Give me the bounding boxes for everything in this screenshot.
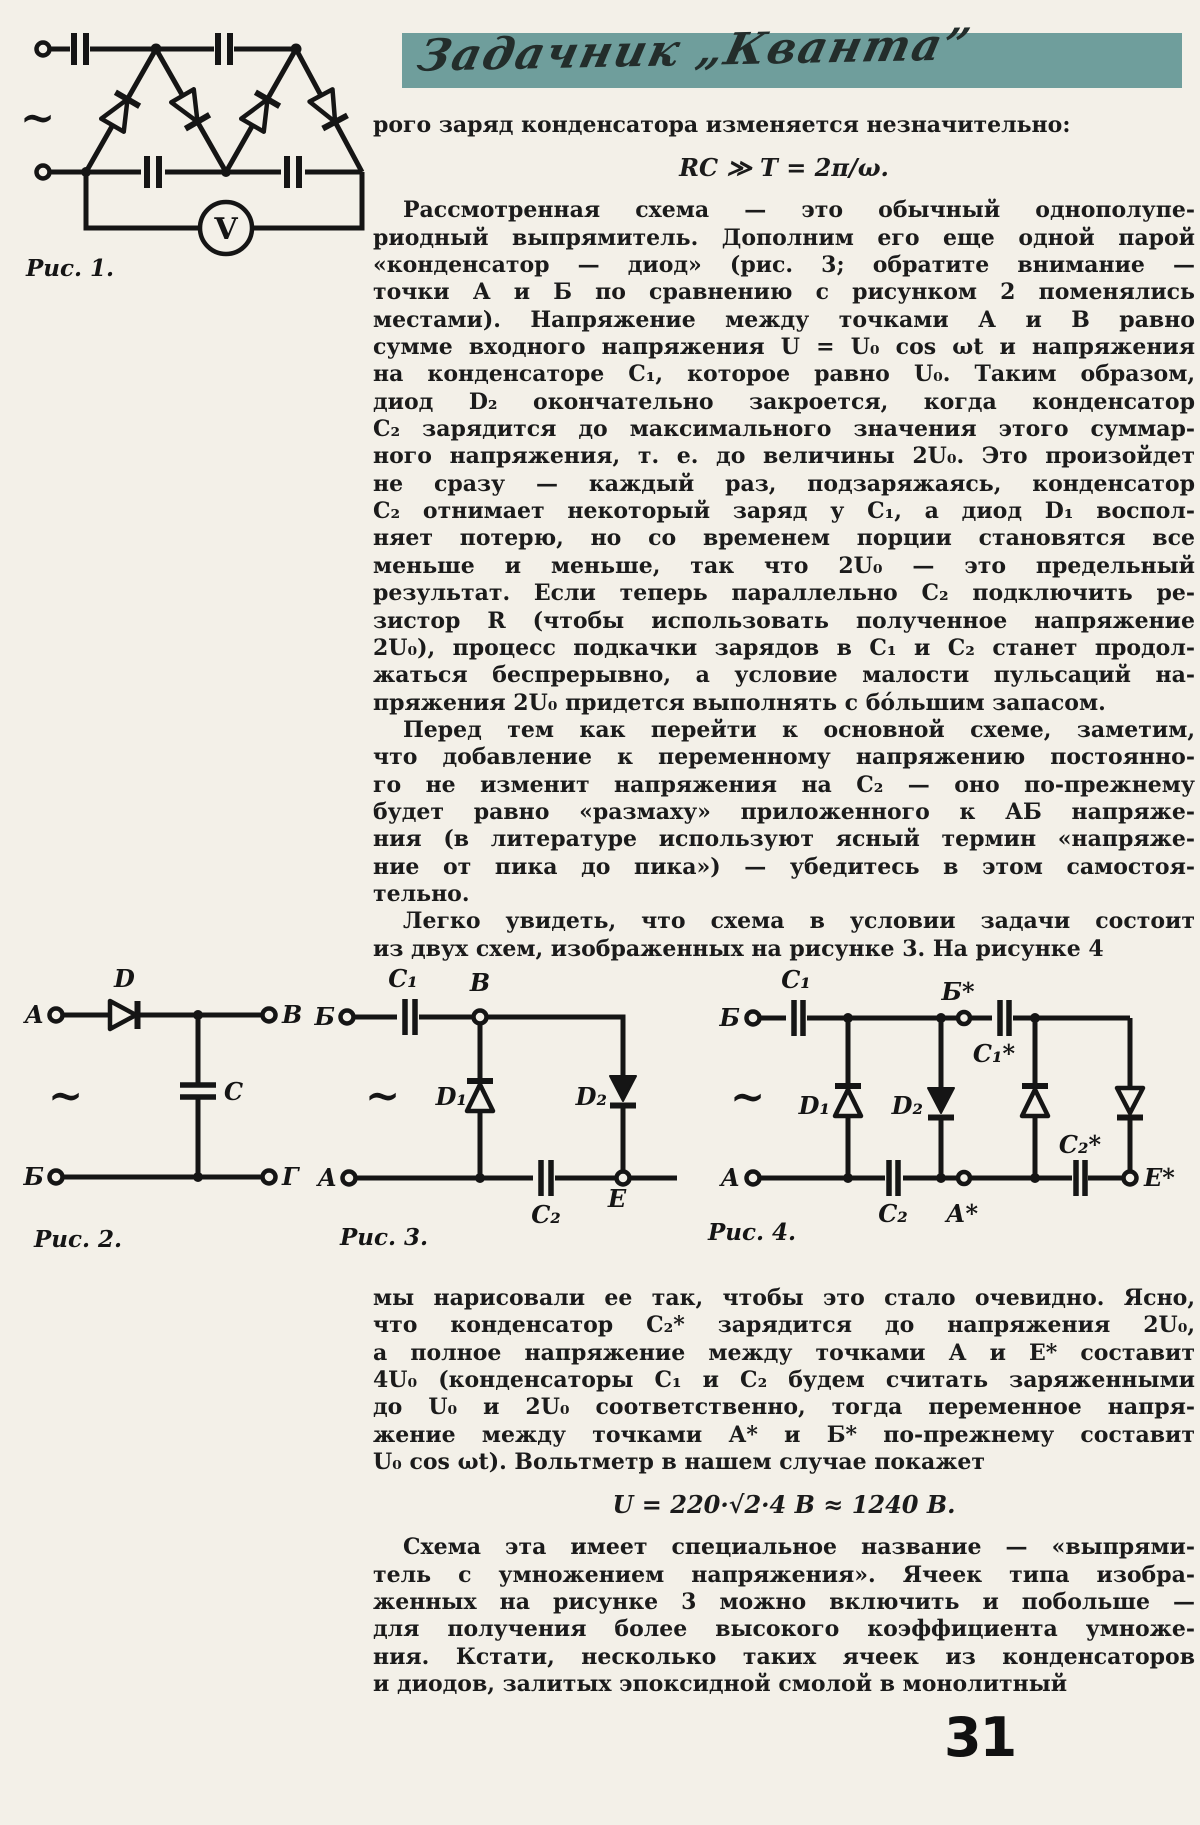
point-e-star-label: Е*	[1144, 1163, 1175, 1192]
text-line: до U₀ и 2U₀ соответственно, тогда переменное напря-	[373, 1394, 1195, 1421]
text-line: 4U₀ (конденсаторы C₁ и C₂ будем считать заряженными	[373, 1367, 1195, 1394]
figure-2-caption: Рис. 2.	[34, 1226, 123, 1253]
point-be-label: Б	[314, 1002, 335, 1031]
terminal-a	[747, 1172, 760, 1185]
terminal-a	[343, 1172, 356, 1185]
text-line: Легко увидеть, что схема в условии задачи состоит	[403, 908, 1195, 935]
fig1-top-rail	[37, 33, 302, 65]
capacitor-c1-label: C₁	[388, 964, 418, 993]
paragraph	[373, 112, 1195, 139]
text-line: не сразу — каждый раз, подзаряжаясь, конденсатор	[373, 470, 1195, 497]
ac-source-symbol: ~	[730, 1072, 766, 1121]
node-e-star	[1124, 1172, 1137, 1185]
point-b-label: В	[282, 1000, 302, 1029]
voltmeter-loop	[86, 172, 362, 254]
node-be-star	[958, 1012, 970, 1024]
point-a-star-label: А*	[945, 1199, 979, 1228]
formula: U = 220·√2·4 В ≈ 1240 В.	[612, 1490, 956, 1520]
capacitor-c1-star-label: C₁*	[972, 1039, 1016, 1068]
text-line: Схема эта имеет специальное название — «выпрями-	[403, 1534, 1195, 1561]
text-line: Перед тем как перейти к основной схеме, заметим,	[403, 716, 1195, 743]
terminal-be	[341, 1011, 354, 1024]
text-line: ния. Кстати, несколько таких ячеек из конденсаторов	[373, 1643, 1195, 1670]
diode-d1-label: D₁	[435, 1082, 467, 1111]
terminal-bottom	[37, 166, 50, 179]
diode-4-icon	[1117, 1088, 1143, 1113]
text-line: C₂ отнимает некоторый заряд у C₁, а диод D₁ воспол-	[373, 498, 1195, 525]
paragraph	[373, 197, 1195, 717]
diode-2-icon	[170, 89, 209, 129]
text-line: будет равно «размаху» приложенного к АБ напряже-	[373, 798, 1195, 825]
article-text-top	[373, 112, 1195, 963]
diode-3-icon	[1022, 1090, 1048, 1117]
text-line: точки А и Б по сравнению с рисунком 2 поменялись	[373, 279, 1195, 306]
text-line: что конденсатор C₂* зарядится до напряжения 2U₀,	[373, 1312, 1195, 1339]
node-e	[617, 1172, 630, 1185]
point-be-star-label: Б*	[941, 977, 975, 1006]
text-line: U₀ cos ωt). Вольтметр в нашем случае покажет	[373, 1449, 986, 1476]
text-line: результат. Если теперь параллельно C₂ подключить ре-	[373, 580, 1195, 607]
text-line: сумме входного напряжения U = U₀ cos ωt и напряжения	[373, 334, 1195, 361]
text-line: рого заряд конденсатора изменяется незначительно:	[373, 112, 1071, 138]
ac-source-symbol: ~	[48, 1071, 84, 1120]
paragraph	[373, 717, 1195, 908]
diode-4-icon	[309, 89, 348, 129]
text-line: «конденсатор — диод» (рис. 3; обратите внимание —	[373, 252, 1195, 279]
figure-2-circuit	[12, 955, 302, 1265]
diode-d1-icon	[835, 1090, 861, 1117]
text-line: жаться беспрерывно, а условие малости пульсаций на-	[373, 662, 1195, 689]
diode-d-icon	[110, 1001, 136, 1029]
capacitor-c2-icon	[889, 1160, 898, 1196]
paragraph	[373, 1534, 1195, 1698]
text-line: пряжения 2U₀ придется выполнять с бо́льшим запасом.	[373, 689, 1106, 716]
capacitor-c2-star-icon	[1076, 1160, 1085, 1196]
terminal-a	[50, 1009, 63, 1022]
text-line: риодный выпрямитель. Дополним его еще одной парой	[373, 224, 1195, 251]
figure-4-caption: Рис. 4.	[708, 1219, 797, 1246]
capacitor-c2-label: C₂	[878, 1199, 908, 1228]
capacitor-c1-icon	[405, 999, 415, 1035]
text-line: 2U₀), процесс подкачки зарядов в C₁ и C₂ станет продол-	[373, 634, 1195, 661]
terminal-top	[37, 43, 50, 56]
text-line: тель с умножением напряжения». Ячеек типа изобра-	[373, 1561, 1195, 1588]
article-text-bottom	[373, 1285, 1195, 1698]
capacitor-c1-label: C₁	[781, 965, 811, 994]
text-line: диод D₂ окончательно закроется, когда конденсатор	[373, 388, 1195, 415]
diode-d2-icon	[928, 1088, 954, 1113]
text-line: мы нарисовали ее так, чтобы это стало очевидно. Ясно,	[373, 1285, 1195, 1311]
text-line: го не изменит напряжения на C₂ — оно по-прежнему	[373, 771, 1195, 798]
text-line: тельно.	[373, 880, 470, 907]
figure-3-circuit	[285, 955, 695, 1275]
figure-1-circuit	[0, 0, 370, 300]
capacitor-bottom-1	[147, 156, 159, 188]
point-a-label: А	[24, 1000, 44, 1029]
capacitor-top-1	[74, 33, 86, 65]
page-number: 31	[944, 1706, 1016, 1769]
point-be-label: Б	[719, 1003, 740, 1032]
ac-source-symbol: ~	[20, 93, 56, 142]
formula: RC ≫ T = 2π/ω.	[679, 153, 889, 183]
text-line: местами). Напряжение между точками А и В равно	[373, 306, 1195, 333]
point-a-label: А	[720, 1163, 740, 1192]
capacitor-bottom-2	[287, 156, 299, 188]
node-a-star	[958, 1172, 970, 1184]
capacitor-c-icon	[180, 1085, 216, 1097]
terminal-be	[50, 1171, 63, 1184]
text-line: няет потерю, но со временем порции становятся все	[373, 525, 1195, 552]
node-b	[474, 1011, 487, 1024]
text-line: ние от пика до пика») — убедитесь в этом самостоя-	[373, 853, 1195, 880]
point-be-label: Б	[23, 1162, 44, 1191]
text-line: зистор R (чтобы использовать полученное напряжение	[373, 607, 1195, 634]
terminal-be	[747, 1012, 760, 1025]
capacitor-c1-star-icon	[1000, 1000, 1009, 1036]
capacitor-c1-icon	[794, 1000, 803, 1036]
text-line: для получения более высокого коэффициента умноже-	[373, 1616, 1195, 1643]
capacitor-c-label: C	[224, 1077, 244, 1106]
point-ge-label: Г	[282, 1162, 299, 1191]
text-line: C₂ зарядится до максимального значения этого суммар-	[373, 416, 1195, 443]
terminal-b	[263, 1009, 276, 1022]
text-line: меньше и меньше, так что 2U₀ — это предельный	[373, 552, 1195, 579]
capacitor-c2-label: C₂	[531, 1200, 561, 1229]
diode-d2-label: D₂	[891, 1091, 923, 1120]
capacitor-c2-icon	[541, 1160, 551, 1196]
point-a-label: А	[317, 1163, 337, 1192]
capacitor-top-2	[218, 33, 230, 65]
text-line: Рассмотренная схема — это обычный однополупе-	[403, 197, 1195, 224]
diode-d1-label: D₁	[798, 1091, 830, 1120]
text-line: что добавление к переменному напряжению постоянно-	[373, 744, 1195, 771]
terminal-ge	[263, 1171, 276, 1184]
text-line: и диодов, залитых эпоксидной смолой в монолитный	[373, 1671, 1068, 1698]
paragraph	[373, 1285, 1195, 1476]
capacitor-c2-star-label: C₂*	[1058, 1130, 1102, 1159]
voltmeter-label: V	[214, 212, 238, 247]
ac-source-symbol: ~	[365, 1071, 401, 1120]
section-banner	[402, 19, 1182, 88]
diode-d-label: D	[114, 964, 135, 993]
text-line: ния (в литературе используют ясный термин «напряже-	[373, 826, 1195, 853]
diode-d1-icon	[467, 1085, 493, 1112]
figure-3-caption: Рис. 3.	[340, 1224, 429, 1251]
figure-1-caption: Рис. 1.	[26, 255, 115, 282]
point-b-label: В	[469, 968, 491, 997]
text-line: женных на рисунке 3 можно включить и побольше —	[373, 1589, 1195, 1616]
diode-d2-label: D₂	[575, 1082, 607, 1111]
diode-3-icon	[240, 92, 279, 132]
text-line: а полное напряжение между точками А и Е* составит	[373, 1339, 1195, 1366]
text-line: на конденсаторе C₁, которое равно U₀. Таким образом,	[373, 361, 1195, 388]
figure-4-circuit	[696, 948, 1200, 1283]
text-line: ного напряжения, т. е. до величины 2U₀. Это произойдет	[373, 443, 1195, 470]
text-line: жение между точками А* и Б* по-прежнему составит	[373, 1421, 1195, 1448]
point-e-label: Е	[607, 1184, 627, 1213]
text-line: из двух схем, изображенных на рисунке 3. На рисунке 4	[373, 935, 1104, 962]
diode-1-icon	[100, 92, 139, 132]
diode-d2-icon	[610, 1076, 636, 1101]
section-banner-title: Задачник „Кванта”	[412, 19, 977, 82]
